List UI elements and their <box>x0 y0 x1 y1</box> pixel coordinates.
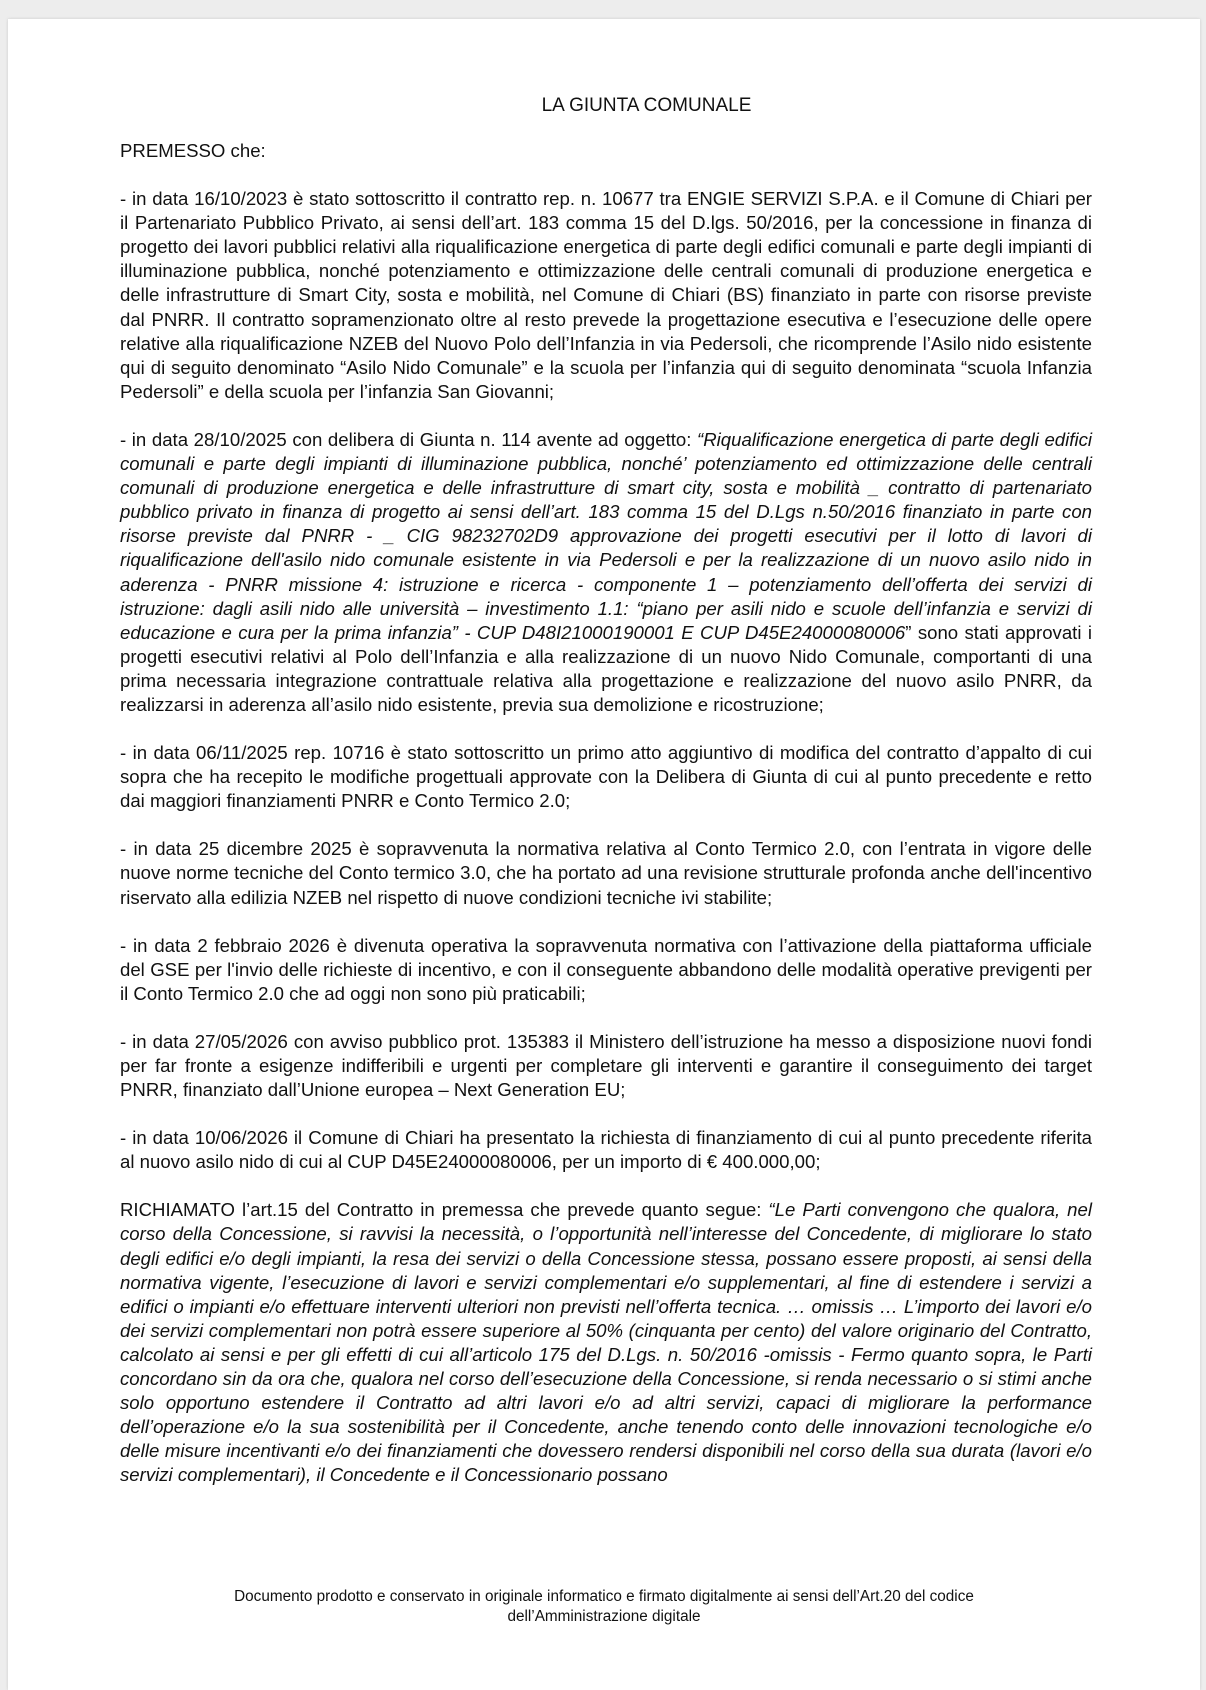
premesso-heading: PREMESSO che: <box>120 140 266 161</box>
paragraph-delibera-quote: “Riqualificazione energetica di parte degli edifici comunali e parte degli impianti di illuminazione pubblica, nonché’ potenziamento ed ottimizzazione delle centrali comunali di produzione energetica e delle infrastrutture di smart city, sosta e mobilità _ contratto di partenariato pubblico privato in finanza di progetto ai sensi dell’art. 183 comma 15 del D.Lgs n.50/2016 finanziato in parte con risorse previste dal PNRR - _ CIG 98232702D9 approvazione dei progetti esecutivi per il lotto di lavori di riqualificazione dell'asilo nido comunale esistente in via Pedersoli e per la realizzazione di un nuovo asilo nido in aderenza - PNRR missione 4: istruzione e ricerca - componente 1 – potenziamento dell’offerta dei servizi di istruzione: dagli asili nido alle università – investimento 1.1: “piano per asili nido e scuole dell’infanzia e servizi di educazione e cura per la prima infanzia” - CUP D48I21000190001 E CUP D45E24000080006 <box>120 428 1092 643</box>
footer-line-1: Documento prodotto e conservato in originale informatico e firmato digitalmente ai sensi dell’Art.20 del codice <box>234 1588 974 1605</box>
document-footer <box>8 1587 1200 1627</box>
paragraph-richiamato-quote: “Le Parti convengono che qualora, nel corso della Concessione, si ravvisi la necessità, o l’opportunità nell’interesse del Concedente, di migliorare lo stato degli edifici e/o degli impianti, la resa dei servizi o della Concessione stessa, possano essere proposti, ai sensi della normativa vigente, l’esecuzione di lavori e servizi complementari e/o supplementari, al fine di estendere i servizi a edifici o impianti e/o effettuare interventi ulteriori non previsti nell’offerta tecnica. … omissis … L’importo dei lavori e/o dei servizi complementari non potrà essere superiore al 50% (cinquanta per cento) del valore originario del Contratto, calcolato ai sensi e per gli effetti di cui all’articolo 175 del D.Lgs. n. 50/2016 -omissis - Fermo quanto sopra, le Parti concordano sin da ora che, qualora nel corso dell’esecuzione della Concessione, si renda necessario o si stimi anche solo opportuno estendere il Contratto ad altri lavori e/o ad altri servizi, capaci di migliorare la performance dell’operazione e/o la sua sostenibilità per il Concedente, anche tenendo conto delle innovazioni tecnologiche e/o delle misure incentivanti e/o dei finanziamenti che dovessero rendersi disponibili nel corso della sua durata (lavori e/o servizi complementari), il Concedente e il Concessionario possano <box>120 1199 1092 1486</box>
document-title: LA GIUNTA COMUNALE <box>541 95 752 116</box>
footer-line-2: dell’Amministrazione digitale <box>507 1608 701 1625</box>
paragraph-delibera-rest: ” sono stati approvati i progetti esecutivi relativi al Polo dell’Infanzia e alla realizzazione di un nuovo Nido Comunale, comportanti di una prima necessaria integrazione contrattuale relativa alla progettazione e realizzazione del nuovo asilo PNRR, da realizzarsi in aderenza all’asilo nido esistente, previa sua demolizione e ricostruzione; <box>120 621 1092 715</box>
paragraph-richiamato-art15 <box>120 1198 1092 1487</box>
paragraph-contract-2023: - in data 16/10/2023 è stato sottoscritto il contratto rep. n. 10677 tra ENGIE SERVIZI S.P.A. e il Comune di Chiari per il Partenariato Pubblico Privato, ai sensi dell’art. 183 comma 15 del D.lgs. 50/2016, per la concessione in finanza di progetto dei lavori pubblici relativi alla riqualificazione energetica di parte degli edifici comunali e parte degli impianti di illuminazione pubblica, nonché potenziamento e ottimizzazione delle centrali comunali di produzione energetica e delle infrastrutture di Smart City, sosta e mobilità, nel Comune di Chiari (BS) finanziato in parte con risorse previste dal PNRR. Il contratto sopramenzionato oltre al resto prevede la progettazione esecutiva e l’esecuzione delle opere relative alla riqualificazione NZEB del Nuovo Polo dell’Infanzia in via Pedersoli, che ricomprende l’Asilo nido esistente qui di seguito denominato “Asilo Nido Comunale” e la scuola per l’infanzia qui di seguito denominata “scuola Infanzia Pedersoli” e della scuola per l’infanzia San Giovanni; <box>120 188 1092 402</box>
paragraph-atto-aggiuntivo: - in data 06/11/2025 rep. 10716 è stato sottoscritto un primo atto aggiuntivo di modifica del contratto d’appalto di cui sopra che ha recepito le modifiche progettuali approvate con la Delibera di Giunta di cui al punto precedente e retto dai maggiori finanziamenti PNRR e Conto Termico 2.0; <box>120 742 1092 812</box>
paragraph-gse-platform: - in data 2 febbraio 2026 è divenuta operativa la sopravvenuta normativa con l’attivazione della piattaforma ufficiale del GSE per l'invio delle richieste di incentivo, e con il conseguente abbandono delle modalità operative previgenti per il Conto Termico 2.0 che ad oggi non sono più praticabili; <box>120 934 1092 1004</box>
paragraph-conto-termico: - in data 25 dicembre 2025 è sopravvenuta la normativa relativa al Conto Termico 2.0, con l’entrata in vigore delle nuove norme tecniche del Conto termico 3.0, che ha portato ad una revisione strutturale profonda anche dell'incentivo riservato alla edilizia NZEB nel rispetto di nuove condizioni tecniche ivi stabilite; <box>120 838 1092 908</box>
paragraph-delibera-2025 <box>120 428 1092 717</box>
document-body <box>120 139 1092 1512</box>
paragraph-richiamato-intro: RICHIAMATO l’art.15 del Contratto in premessa che prevede quanto segue: <box>120 1199 769 1221</box>
document-page <box>8 19 1200 1690</box>
paragraph-delibera-intro: - in data 28/10/2025 con delibera di Giunta n. 114 avente ad oggetto: <box>120 428 698 450</box>
paragraph-ministero-avviso: - in data 27/05/2026 con avviso pubblico prot. 135383 il Ministero dell’istruzione ha messo a disposizione nuovi fondi per far fronte a esigenze indifferibili e urgenti per completare gli interventi e garantire il conseguimento dei target PNRR, finanziato dall’Unione europea – Next Generation EU; <box>120 1030 1092 1101</box>
paragraph-richiesta-finanziamento: - in data 10/06/2026 il Comune di Chiari ha presentato la richiesta di finanziamento di cui al punto precedente riferita al nuovo asilo nido di cui al CUP D45E24000080006, per un importo di € 400.000,00; <box>120 1127 1092 1173</box>
